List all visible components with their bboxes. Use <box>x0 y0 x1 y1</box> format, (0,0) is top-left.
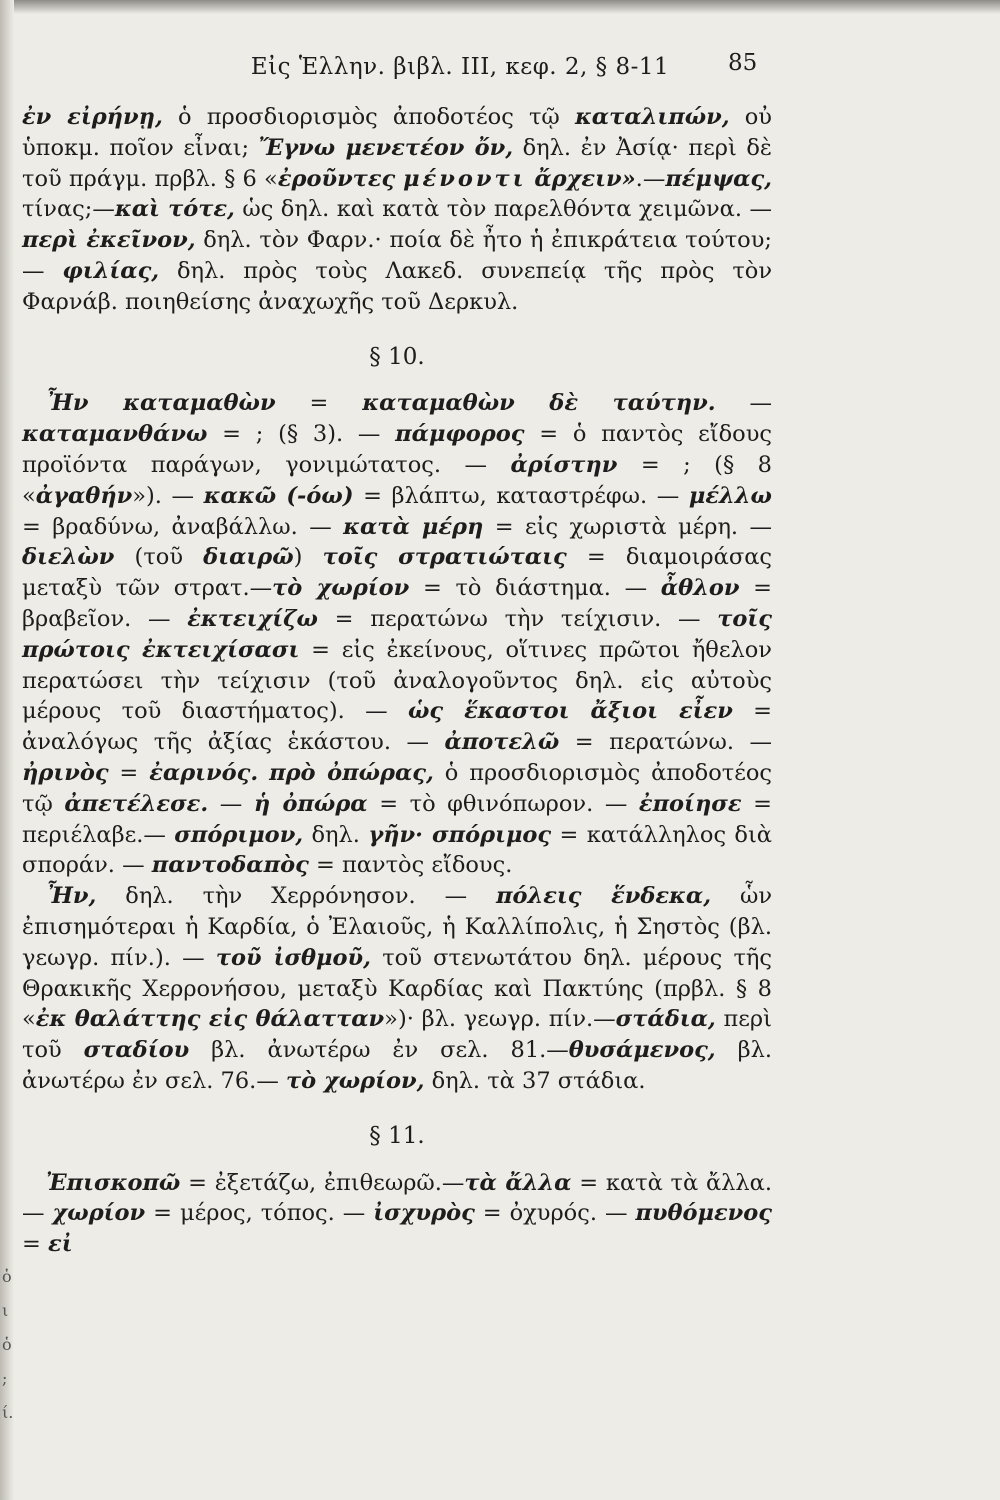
lemma-term: στάδια, <box>615 1006 716 1033</box>
gloss-text: = ; (§ 3). — <box>207 421 396 448</box>
lemma-term: ἐκ θαλάττης εἰς θάλατταν <box>35 1006 385 1033</box>
gloss-text: = τὸ διάστημα. — <box>409 575 661 602</box>
lemma-term: πρὸ ὀπώρας, <box>269 759 434 786</box>
margin-mark: ; <box>2 1369 8 1388</box>
lemma-term: εἰ <box>48 1231 73 1258</box>
lemma-term: Ἦν, <box>46 883 97 910</box>
section-10-heading: § 10. <box>369 343 425 370</box>
lemma-term: πάμφορος <box>395 421 525 448</box>
lemma-term: τὰ ἄλλα <box>464 1169 572 1196</box>
gloss-text: = <box>108 759 150 786</box>
gloss-text: »). — <box>132 482 204 509</box>
gloss-text: = εἰς χωριστὰ μέρη. — <box>483 513 772 540</box>
gloss-text: τοῦ στενωτάτου δηλ. μέρους τῆς Θρακικῆς Χερρονήσου, μεταξὺ Καρδίας καὶ Πακτύης (πρβλ. § 8 « <box>22 944 772 1033</box>
gloss-text: οὐ ὑποκμ. ποῖον εἶναι; <box>22 104 772 161</box>
gloss-text: = ἐξετάζω, ἐπιθεωρῶ.— <box>180 1169 465 1196</box>
gloss-text: — <box>715 390 772 417</box>
gloss-text: = περατώνω τὴν τείχισιν. — <box>317 605 718 632</box>
gloss-text: δηλ. ἐν Ἀσίᾳ· περὶ δὲ τοῦ πράγμ. πρβλ. § 6 « <box>22 134 772 192</box>
gloss-text: δηλ. τὸν Φαρν.· ποία δὲ ἦτο ἡ ἐπικράτεια τούτου; — <box>22 227 772 284</box>
gloss-text: = μέρος, τόπος. — <box>145 1200 374 1227</box>
lemma-term: ἄρχειν» <box>526 165 636 192</box>
gloss-text: περὶ τοῦ <box>22 1006 772 1064</box>
section-10-paragraph-1 <box>22 388 772 881</box>
gloss-text: βλ. ἀνωτέρω ἐν σελ. 76.— <box>22 1037 773 1094</box>
lemma-term: φιλίας, <box>62 257 160 284</box>
gloss-text: τίνας;— <box>22 196 115 223</box>
lemma-term: σταδίου <box>83 1037 190 1064</box>
gloss-text: = ἀναλόγως τῆς ἀξίας ἑκάστου. — <box>22 698 772 756</box>
gloss-text: δηλ. πρὸς τοὺς Λακεδ. συνεπείᾳ τῆς πρὸς τὸν Φαρνάβ. ποιηθείσης ἀναχωχῆς τοῦ Δερκυλ. <box>22 257 772 315</box>
gloss-text: = περατώνω. — <box>559 729 772 756</box>
gloss-text: — <box>208 790 254 817</box>
lemma-term: ἐκτειχίζω <box>187 605 318 632</box>
gloss-text: = εἰς ἐκείνους, οἵτινες πρῶτοι ἤθελον περατώσει τὴν τείχισιν (τοῦ ἀναλογοῦντος δηλ. εἰς αὐτοὺς μέρους τοῦ διαστήματος). — <box>22 636 772 725</box>
lemma-term: Ἐπισκοπῶ <box>46 1169 181 1196</box>
gloss-text: = ὁ παντὸς εἴδους προϊόντα παράγων, γονιμώτατος. — <box>22 421 772 478</box>
lemma-term: ἀπετέλεσε. <box>64 790 209 817</box>
lemma-term: ἐποίησε <box>638 790 742 817</box>
section-10-paragraph-2 <box>22 881 772 1097</box>
lemma-term: παντοδαπὸς <box>151 852 309 879</box>
page-number: 85 <box>728 50 758 76</box>
lemma-term: Ἔγνω μενετέον ὄν, <box>258 134 514 161</box>
gloss-text: = <box>275 390 363 417</box>
gloss-text: ὁ προσδιορισμὸς ἀποδοτέος τῷ <box>22 759 773 817</box>
lemma-term: τὸ χωρίον <box>272 575 410 602</box>
lemma-term: ἠρινὸς <box>22 759 109 786</box>
lemma-term: τοῦ ἰσθμοῦ, <box>215 944 371 971</box>
gloss-text: = βραδύνω, ἀναβάλλω. — <box>22 513 344 540</box>
lemma-term: διελὼν <box>22 544 115 571</box>
gloss-text: ὁ προσδιορισμὸς ἀποδοτέος τῷ <box>162 104 575 130</box>
gloss-text: = ὀχυρός. — <box>474 1200 636 1227</box>
gloss-text <box>258 760 269 786</box>
page-top-shadow <box>0 0 1000 14</box>
gloss-text: δηλ. τὴν Χερρόνησον. — <box>96 883 496 910</box>
margin-mark: ί. <box>2 1403 14 1422</box>
lemma-term: ὡς ἕκαστοι ἄξιοι εἶεν <box>407 698 733 725</box>
lemma-term: ἀγαθήν <box>35 482 133 509</box>
gloss-text: = ; (§ 8 « <box>22 451 772 509</box>
lemma-term: ἀποτελῶ <box>444 729 560 756</box>
gloss-text: = βραβεῖον. — <box>22 575 772 632</box>
lemma-term: κακῶ (-όω) <box>203 482 354 509</box>
gloss-text: .— <box>635 165 666 192</box>
page-body <box>22 102 772 1260</box>
lemma-term: ἐαρινός. <box>149 759 259 786</box>
section-11-heading: § 11. <box>369 1122 425 1149</box>
lemma-term: ἡ ὀπώρα <box>253 790 368 817</box>
lemma-term: πόλεις ἕνδεκα, <box>495 883 712 910</box>
lemma-term: ἐν εἰρήνῃ, <box>22 104 163 130</box>
lemma-term: καταμανθάνω <box>22 421 208 448</box>
lemma-term: τὸ χωρίον, <box>285 1067 425 1094</box>
margin-mark: ὁ <box>2 1267 12 1286</box>
gloss-text: δηλ. <box>303 821 369 848</box>
running-head: Εἰς Ἑλλην. βιβλ. III, κεφ. 2, § 8-11 <box>250 54 670 80</box>
lemma-term: πέμψας, <box>665 165 772 192</box>
lemma-term: περὶ ἐκεῖνον, <box>22 227 196 254</box>
gloss-text: βλ. ἀνωτέρω ἐν σελ. 81.— <box>189 1037 569 1064</box>
gloss-text: (τοῦ <box>114 544 204 571</box>
lemma-term: τοῖς πρώτοις ἐκτειχίσασι <box>22 605 772 663</box>
margin-mark: ι <box>2 1301 9 1320</box>
gloss-text: ὧν ἐπισημότεραι ἡ Καρδία, ὁ Ἐλαιοῦς, ἡ Καλλίπολις, ἡ Σηστὸς (βλ. γεωγρ. πίν.). — <box>22 883 773 971</box>
left-margin-marks <box>2 1260 16 1430</box>
lemma-term: πυθόμενος <box>635 1200 772 1227</box>
gloss-text: = <box>22 1231 49 1258</box>
lemma-term: καὶ τότε, <box>114 196 235 223</box>
gloss-text: = κατὰ τὰ ἄλλα.— <box>22 1169 772 1227</box>
lemma-term: θυσάμενος, <box>568 1037 716 1064</box>
gloss-text: = κατάλληλος διὰ σποράν. — <box>22 821 772 879</box>
gloss-text: = περιέλαβε.— <box>22 790 772 848</box>
lemma-term: καταλιπών, <box>574 104 730 130</box>
lemma-term: σπόριμον, <box>174 821 304 848</box>
lemma-term: διαιρῶ <box>203 544 294 571</box>
gloss-text: = τὸ φθινόπωρον. — <box>367 790 639 817</box>
gloss-text: = παντὸς εἴδους. <box>308 852 513 879</box>
gloss-text: = διαμοιράσας μεταξὺ τῶν στρατ.— <box>22 544 772 602</box>
lemma-term: καταμαθὼν δὲ ταύτην. <box>362 390 716 417</box>
lemma-term: τοῖς στρατιώταις <box>322 544 567 571</box>
section-11-paragraph-1 <box>22 1168 772 1260</box>
gloss-text: = βλάπτω, καταστρέφω. — <box>353 482 689 509</box>
lemma-term: μένοντι <box>403 165 527 192</box>
lemma-term: ἀρίστην <box>510 451 618 478</box>
lemma-term: χωρίον <box>52 1200 146 1227</box>
gloss-text: δηλ. τὰ 37 στάδια. <box>424 1067 646 1094</box>
lemma-term: γῆν· σπόριμος <box>368 821 552 848</box>
lemma-term: ἆθλον <box>660 575 740 602</box>
margin-mark: ὁ <box>2 1335 12 1354</box>
gloss-text: »)· βλ. γεωγρ. πίν.— <box>384 1006 616 1033</box>
lemma-term: μέλλω <box>688 482 772 509</box>
gloss-text: ) <box>293 544 323 571</box>
lemma-term: κατὰ μέρη <box>343 513 484 540</box>
lemma-term: Ἦν καταμαθὼν <box>46 390 276 417</box>
gloss-text: ὡς δηλ. καὶ κατὰ τὸν παρελθόντα χειμῶνα. — <box>234 196 772 223</box>
lemma-term: ἰσχυρὸς <box>373 1200 475 1227</box>
section-9-continuation <box>22 102 772 318</box>
lemma-term: ἐροῦντες <box>277 165 404 192</box>
